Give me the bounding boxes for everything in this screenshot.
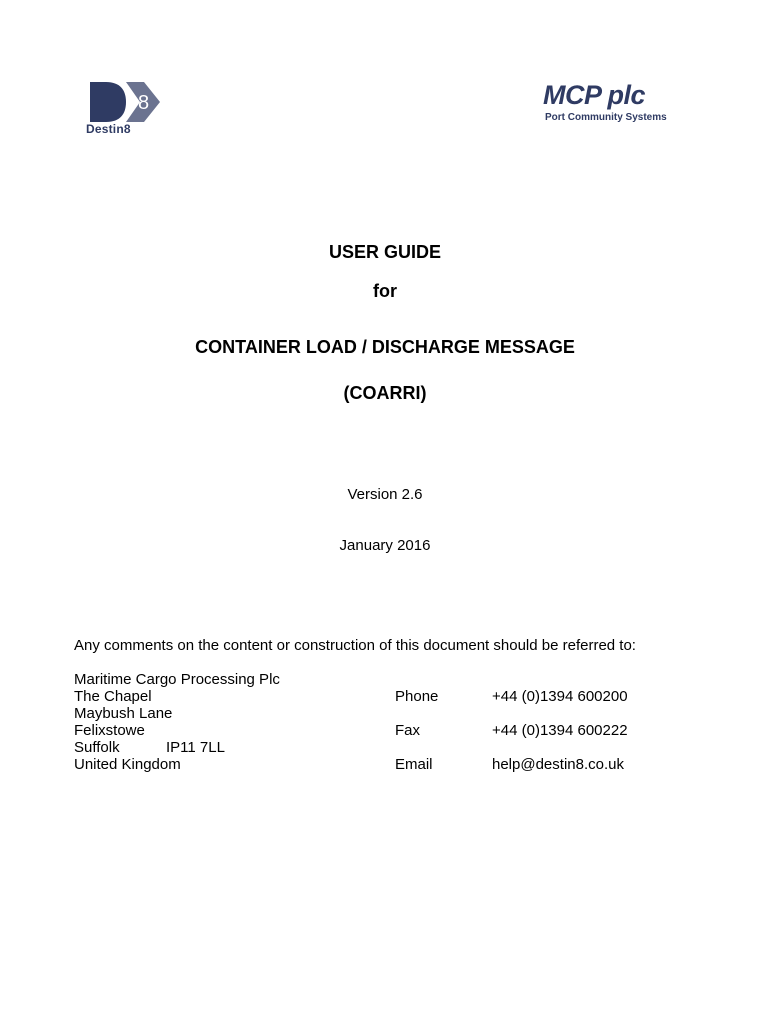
address-line2: Maybush Lane xyxy=(74,705,173,722)
mcp-logo xyxy=(543,80,683,130)
comments-intro: Any comments on the content or construction of this document should be referred to: xyxy=(74,637,636,654)
address-postcode: IP11 7LL xyxy=(166,739,225,756)
address-line1: The Chapel xyxy=(74,688,152,705)
address-county: Suffolk xyxy=(74,739,120,756)
email-value: help@destin8.co.uk xyxy=(492,756,624,773)
fax-label: Fax xyxy=(395,722,421,739)
document-title-line3: CONTAINER LOAD / DISCHARGE MESSAGE xyxy=(195,337,575,357)
fax-value: +44 (0)1394 600222 xyxy=(492,722,628,739)
document-title-line1: USER GUIDE xyxy=(328,242,442,262)
document-version: Version 2.6 xyxy=(347,486,423,503)
phone-label: Phone xyxy=(395,688,439,705)
document-date: January 2016 xyxy=(339,537,431,554)
destin8-logo-mark-icon xyxy=(86,78,166,122)
mcp-logo-title: MCP plc xyxy=(543,80,646,110)
address-company: Maritime Cargo Processing Plc xyxy=(74,671,280,688)
phone-value: +44 (0)1394 600200 xyxy=(492,688,628,705)
destin8-logo-numeral: 8 xyxy=(138,92,150,114)
email-label: Email xyxy=(395,756,433,773)
destin8-logo-text: Destin8 xyxy=(86,122,131,136)
mcp-logo-subtitle: Port Community Systems xyxy=(545,112,667,123)
document-title-line4: (COARRI) xyxy=(343,383,427,403)
address-town: Felixstowe xyxy=(74,722,145,739)
destin8-logo xyxy=(86,78,166,140)
address-country: United Kingdom xyxy=(74,756,181,773)
document-title-line2: for xyxy=(373,281,397,301)
